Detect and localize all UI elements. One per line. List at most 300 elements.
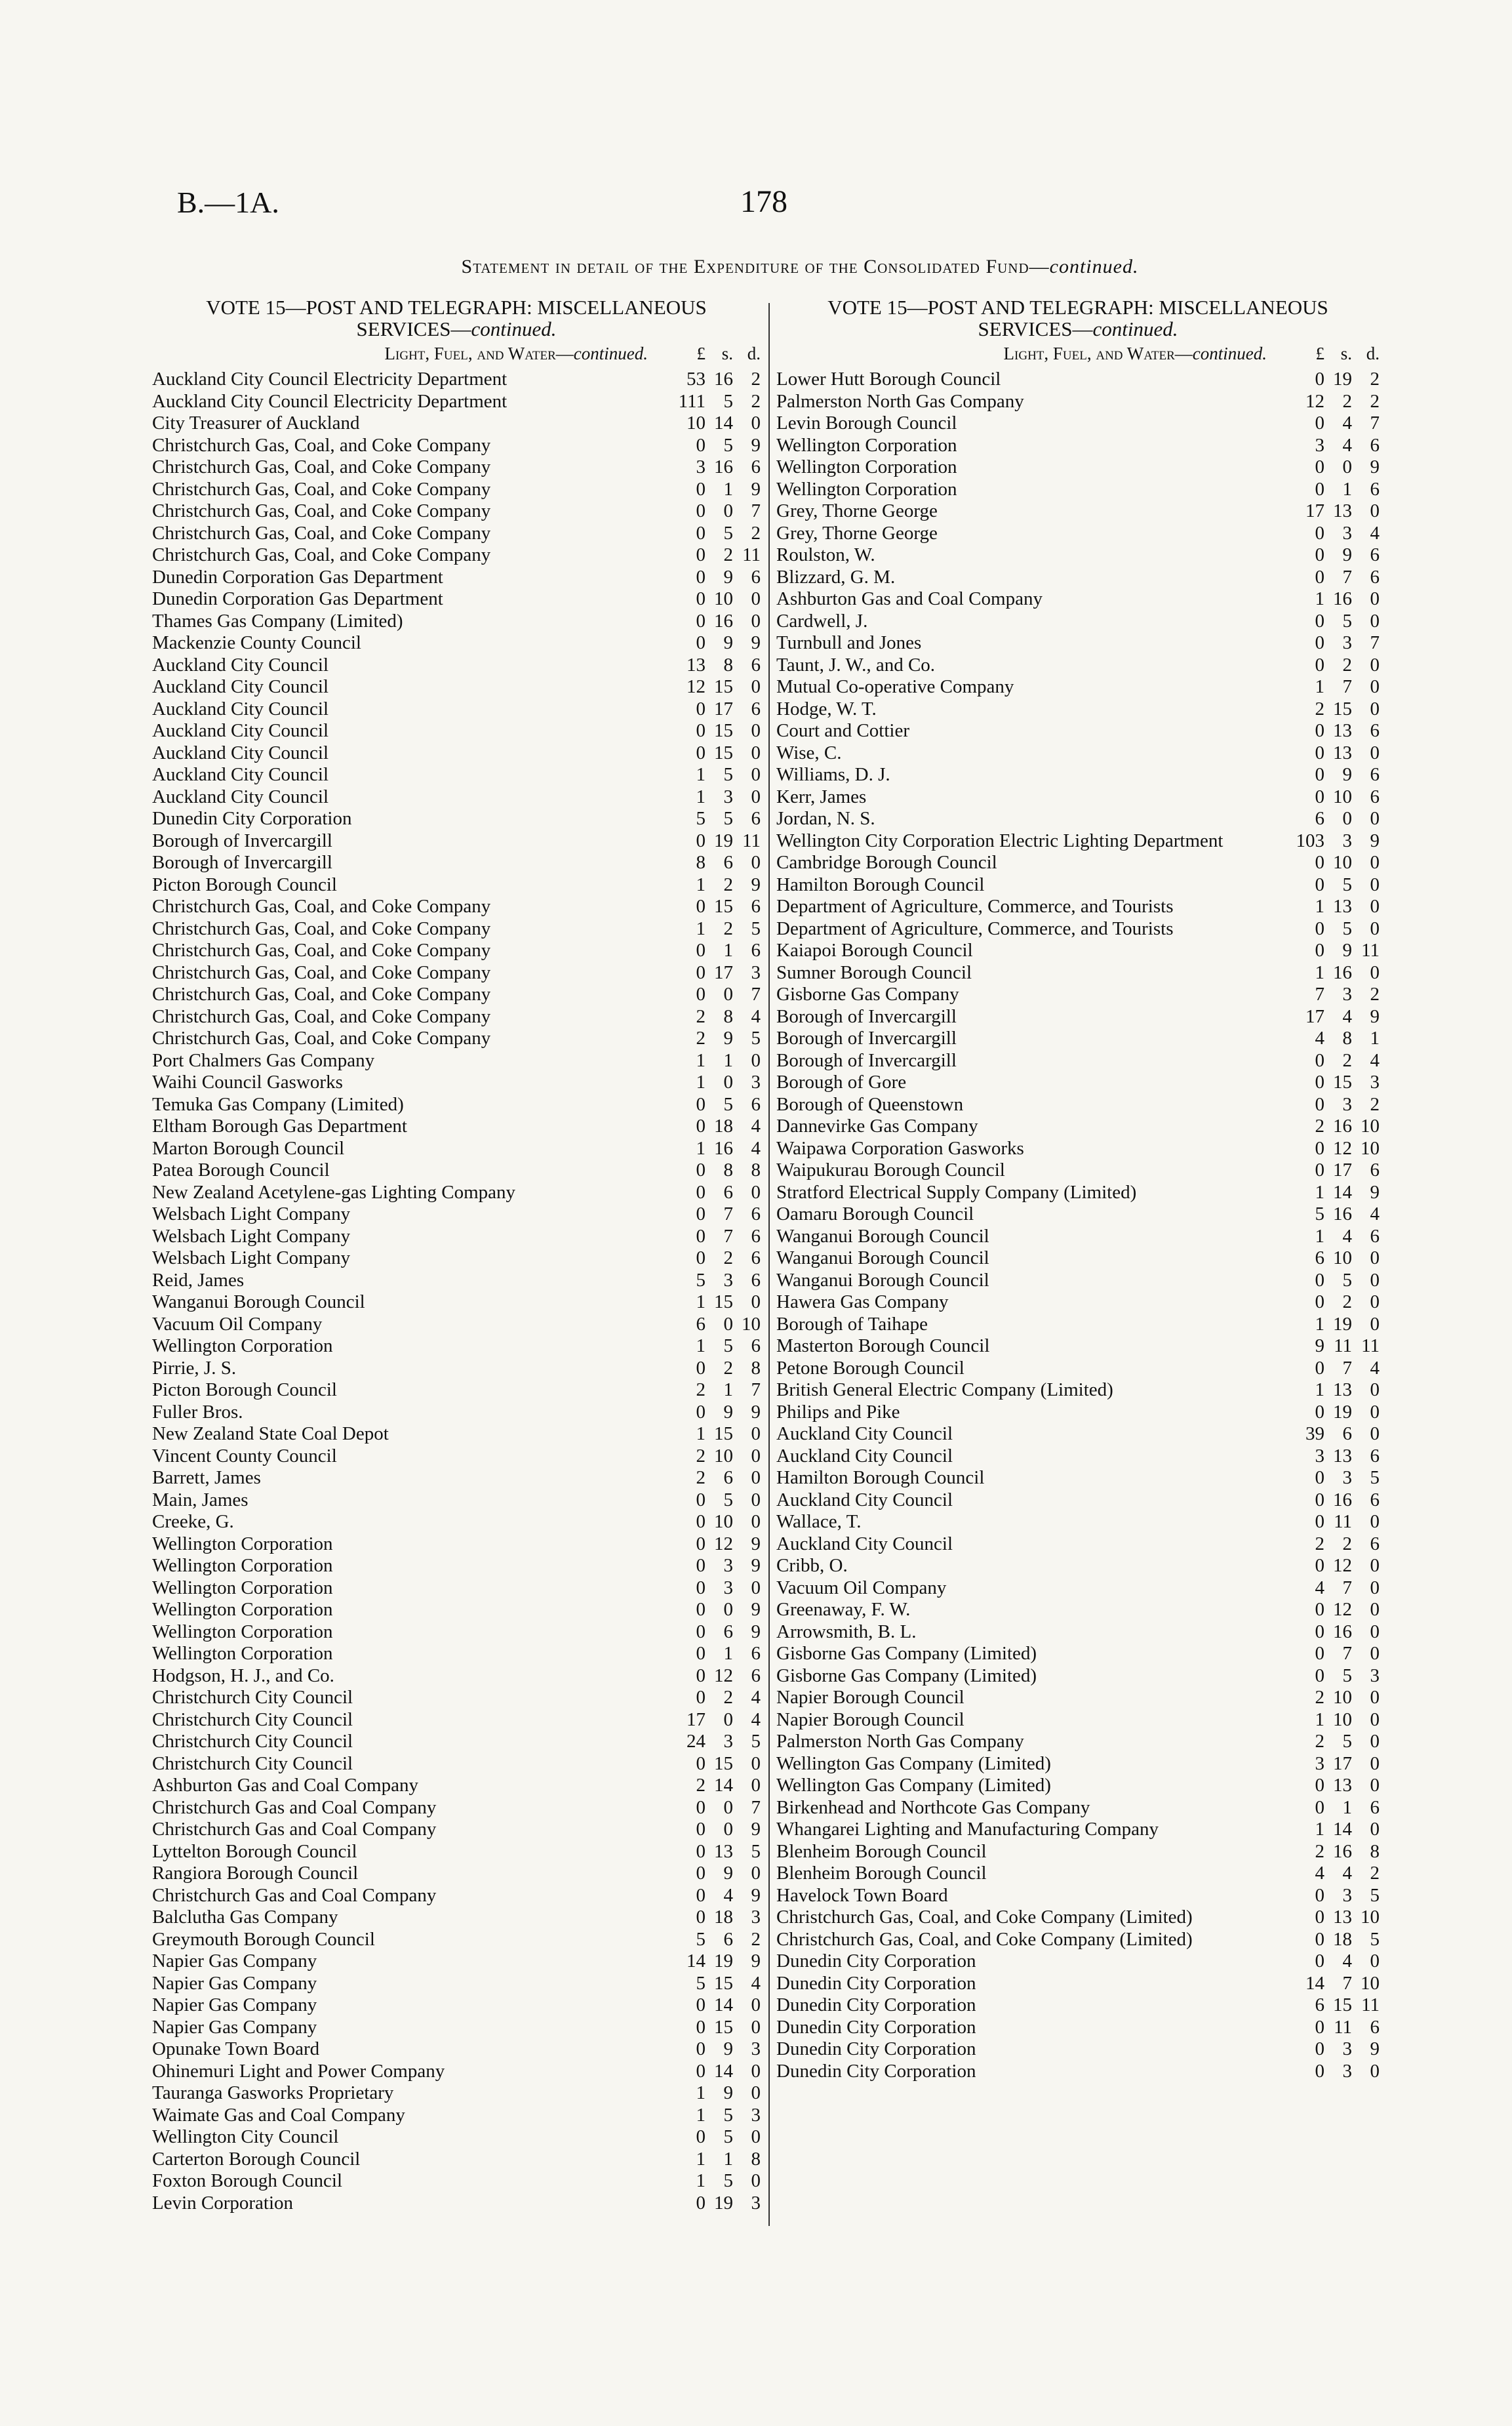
- amount: [665, 1006, 761, 1028]
- table-row: [152, 567, 761, 589]
- amount: [665, 698, 761, 721]
- left-column: [152, 296, 761, 2214]
- table-row: [776, 1116, 1380, 1138]
- amount: [1284, 1885, 1380, 1907]
- payee-name: Petone Borough Council: [776, 1357, 965, 1379]
- pence-value: 11: [1361, 1335, 1380, 1356]
- amount: [1284, 1489, 1380, 1512]
- pounds-value: 14: [686, 1951, 706, 1971]
- pounds-value: 1: [1315, 1819, 1324, 1840]
- payee-name: Birkenhead and Northcote Gas Company: [776, 1796, 1090, 1818]
- payee-name: Greenaway, F. W.: [776, 1599, 911, 1620]
- payee-name: Dunedin City Corporation: [776, 2038, 976, 2059]
- pounds-value: 1: [1315, 588, 1324, 609]
- payee-name: Christchurch Gas, Coal, and Coke Company: [152, 500, 491, 521]
- amount: [1284, 391, 1380, 413]
- payee-name: Greymouth Borough Council: [152, 1928, 375, 1950]
- table-row: [152, 1863, 761, 1885]
- amount: [665, 720, 761, 742]
- table-row: [152, 413, 761, 435]
- shillings-value: 9: [723, 2038, 733, 2059]
- payee-name: Waimate Gas and Coal Company: [152, 2104, 405, 2126]
- table-row: [152, 1994, 761, 2017]
- amount: [665, 655, 761, 677]
- table-row: [152, 1138, 761, 1160]
- payee-name: Gisborne Gas Company (Limited): [776, 1643, 1037, 1664]
- pence-value: 0: [1370, 1775, 1380, 1796]
- pence-value: 9: [751, 1951, 761, 1971]
- amount: [1284, 808, 1380, 830]
- pence-value: 0: [751, 1445, 761, 1466]
- payee-name: Main, James: [152, 1489, 249, 1510]
- pounds-value: 0: [696, 1203, 706, 1224]
- pence-value: 6: [1370, 1533, 1380, 1554]
- pounds-value: 0: [1315, 940, 1324, 961]
- payee-name: Wellington City Council: [152, 2126, 339, 2147]
- table-row: [776, 720, 1380, 742]
- amount: [1284, 1314, 1380, 1336]
- payee-name: Hodgson, H. J., and Co.: [152, 1665, 334, 1686]
- shillings-value: 13: [1333, 1379, 1352, 1400]
- payee-name: Lyttelton Borough Council: [152, 1840, 357, 1862]
- payee-name: Levin Corporation: [152, 2192, 294, 2214]
- shillings-value: 13: [1333, 500, 1352, 521]
- payee-name: Borough of Gore: [776, 1072, 907, 1093]
- pence-value: 0: [1370, 610, 1380, 632]
- payee-name: Christchurch City Council: [152, 1731, 353, 1752]
- amount: [665, 1621, 761, 1644]
- table-row: [152, 1709, 761, 1731]
- table-row: [776, 2061, 1380, 2083]
- pence-value: 6: [751, 896, 761, 917]
- pounds-value: 0: [696, 830, 706, 851]
- pounds-value: 0: [696, 984, 706, 1005]
- amount: [1284, 786, 1380, 809]
- table-row: [776, 1423, 1380, 1445]
- payee-name: Blizzard, G. M.: [776, 566, 896, 588]
- amount: [665, 1423, 761, 1445]
- amount: [665, 1072, 761, 1094]
- shillings-value: 0: [723, 500, 733, 521]
- amount: [665, 874, 761, 897]
- amount: [665, 1577, 761, 1600]
- shillings-value: 15: [1333, 698, 1352, 719]
- pounds-value: 1: [696, 1423, 706, 1444]
- table-row: [776, 1863, 1380, 1885]
- payee-name: Department of Agriculture, Commerce, and Tourists: [776, 918, 1174, 939]
- pence-value: 0: [751, 1489, 761, 1510]
- amount: [665, 1358, 761, 1380]
- pounds-value: 0: [1315, 522, 1324, 544]
- table-row: [776, 544, 1380, 567]
- shillings-value: 4: [1342, 434, 1352, 456]
- vote-subtitle: [152, 318, 761, 340]
- table-row: [776, 567, 1380, 589]
- table-row: [152, 962, 761, 984]
- payee-name: Wellington Corporation: [152, 1335, 333, 1356]
- shillings-value: 2: [1342, 1291, 1352, 1312]
- pence-value: 6: [751, 940, 761, 961]
- table-row: [152, 1643, 761, 1665]
- shillings-value: 7: [1342, 1643, 1352, 1664]
- amount: [1284, 1819, 1380, 1841]
- pence-value: 6: [1370, 2016, 1380, 2038]
- table-row: [776, 1445, 1380, 1468]
- shillings-value: 2: [723, 918, 733, 939]
- shillings-value: 7: [1342, 676, 1352, 697]
- payee-name: Hawera Gas Company: [776, 1291, 949, 1312]
- shillings-value: 10: [714, 588, 733, 609]
- table-row: [152, 1335, 761, 1358]
- pounds-value: 1: [1315, 961, 1324, 983]
- payee-name: Turnbull and Jones: [776, 632, 922, 653]
- table-row: [152, 918, 761, 940]
- pounds-value: 2: [696, 1379, 706, 1400]
- amount: [1284, 611, 1380, 633]
- payee-name: Court and Cottier: [776, 720, 909, 741]
- pounds-value: 0: [696, 1665, 706, 1686]
- table-row: [152, 2105, 761, 2127]
- table-row: [776, 435, 1380, 457]
- pounds-value: 0: [696, 1577, 706, 1598]
- pence-value: 6: [1370, 1489, 1380, 1510]
- table-row: [152, 1929, 761, 1951]
- shillings-value: 15: [714, 1423, 733, 1444]
- shillings-value: 0: [723, 1819, 733, 1840]
- table-row: [776, 852, 1380, 874]
- pence-value: 0: [1370, 918, 1380, 939]
- payee-name: Barrett, James: [152, 1467, 261, 1488]
- amount: [1284, 1402, 1380, 1424]
- pence-value: 8: [751, 2148, 761, 2170]
- pounds-value: 0: [696, 588, 706, 609]
- table-row: [776, 874, 1380, 897]
- payee-name: Fuller Bros.: [152, 1401, 243, 1423]
- table-row: [776, 1819, 1380, 1841]
- amount: [1284, 1797, 1380, 1819]
- amount: [1284, 1203, 1380, 1226]
- amount: [1284, 1951, 1380, 1973]
- pounds-value: 0: [696, 1599, 706, 1620]
- amount: [1284, 1599, 1380, 1621]
- pence-value: 9: [1370, 2038, 1380, 2059]
- pounds-value: 4: [1315, 1577, 1324, 1598]
- pence-value: 9: [751, 1884, 761, 1906]
- shillings-value: 19: [1333, 1313, 1352, 1335]
- shillings-value: 12: [1333, 1137, 1352, 1159]
- table-row: [776, 1929, 1380, 1951]
- pounds-value: 0: [696, 1863, 706, 1884]
- shillings-value: 16: [714, 369, 733, 390]
- pence-value: 2: [1370, 1863, 1380, 1884]
- pence-value: 5: [1370, 1928, 1380, 1950]
- shillings-value: 4: [1342, 1863, 1352, 1884]
- amount: [1284, 1379, 1380, 1402]
- shillings-value: 3: [723, 1555, 733, 1576]
- payee-name: Christchurch Gas, Coal, and Coke Company: [152, 478, 491, 500]
- pounds-value: 7: [1315, 984, 1324, 1005]
- pounds-value: 0: [1315, 544, 1324, 565]
- shillings-value: 5: [723, 1335, 733, 1356]
- table-row: [152, 1006, 761, 1028]
- pence-value: 0: [751, 852, 761, 873]
- payee-name: Palmerston North Gas Company: [776, 1731, 1024, 1752]
- table-row: [152, 1182, 761, 1204]
- payee-name: Napier Borough Council: [776, 1687, 965, 1708]
- payee-name: Gisborne Gas Company: [776, 984, 959, 1005]
- pence-value: 0: [1370, 676, 1380, 697]
- shillings-value: 9: [723, 566, 733, 588]
- table-row: [152, 720, 761, 742]
- pence-value: 0: [1370, 1687, 1380, 1708]
- amount: [1284, 369, 1380, 391]
- payee-name: Dunedin Corporation Gas Department: [152, 566, 443, 588]
- pounds-value: 1: [696, 874, 706, 895]
- shillings-value: 11: [1334, 1335, 1352, 1356]
- pence-value: 9: [751, 434, 761, 456]
- pence-value: 0: [1370, 1247, 1380, 1268]
- payee-name: Ohinemuri Light and Power Company: [152, 2060, 445, 2082]
- table-row: [152, 544, 761, 567]
- pence-value: 0: [751, 1423, 761, 1444]
- table-row: [152, 1270, 761, 1292]
- pence-value: 5: [751, 1028, 761, 1049]
- payee-name: Borough of Invercargill: [776, 1005, 957, 1027]
- shillings-value: 16: [714, 456, 733, 477]
- pence-value: 9: [751, 1621, 761, 1642]
- shillings-value: 17: [1333, 1752, 1352, 1774]
- pence-value: 0: [1370, 1313, 1380, 1335]
- payee-name: New Zealand State Coal Depot: [152, 1423, 389, 1444]
- amount: [1284, 1358, 1380, 1380]
- pence-value: 0: [1370, 1577, 1380, 1598]
- amount: [665, 676, 761, 698]
- table-row: [152, 588, 761, 611]
- shillings-value: 5: [1342, 874, 1352, 895]
- pounds-value: 0: [1315, 764, 1324, 785]
- amount: [665, 1247, 761, 1270]
- table-row: [776, 391, 1380, 413]
- table-row: [776, 1951, 1380, 1973]
- payee-name: Napier Gas Company: [152, 2016, 317, 2038]
- shillings-value: 0: [1342, 456, 1352, 477]
- payee-name: Wellington Corporation: [776, 456, 957, 477]
- table-row: [152, 1314, 761, 1336]
- pounds-value: 4: [1315, 1863, 1324, 1884]
- shillings-value: 4: [1342, 1005, 1352, 1027]
- payee-name: Christchurch Gas, Coal, and Coke Company: [152, 456, 491, 477]
- payee-name: Dunedin City Corporation: [776, 1994, 976, 2015]
- pence-value: 1: [1370, 1028, 1380, 1049]
- pence-value: 6: [1370, 1160, 1380, 1181]
- pence-value: 5: [1370, 1467, 1380, 1488]
- payee-name: Ashburton Gas and Coal Company: [152, 1775, 418, 1796]
- payee-name: Ashburton Gas and Coal Company: [776, 588, 1043, 609]
- pence-value: 0: [751, 1994, 761, 2015]
- payee-name: Whangarei Lighting and Manufacturing Company: [776, 1819, 1159, 1840]
- pence-value: 0: [1370, 961, 1380, 983]
- shillings-value: 10: [1333, 852, 1352, 873]
- shillings-value: 5: [723, 808, 733, 829]
- table-row: [152, 1731, 761, 1753]
- pence-value: 0: [1370, 1401, 1380, 1423]
- payee-name: Welsbach Light Company: [152, 1203, 351, 1224]
- amount: [665, 1489, 761, 1512]
- shillings-value: 13: [1333, 742, 1352, 763]
- amount: [1284, 479, 1380, 501]
- amount: [665, 2193, 761, 2215]
- pounds-header: £: [1315, 344, 1324, 363]
- payee-name: Christchurch Gas, Coal, and Coke Company (Limited): [776, 1928, 1193, 1950]
- shillings-value: 15: [714, 720, 733, 741]
- table-row: [776, 918, 1380, 940]
- pounds-value: 0: [696, 1093, 706, 1115]
- pounds-value: 0: [696, 1621, 706, 1642]
- table-row: [776, 1797, 1380, 1819]
- pence-value: 6: [1370, 1796, 1380, 1818]
- amount: [1284, 1247, 1380, 1270]
- pounds-value: 0: [696, 1247, 706, 1268]
- pounds-value: 2: [696, 1028, 706, 1049]
- payee-name: Rangiora Borough Council: [152, 1863, 359, 1884]
- shillings-value: 5: [723, 434, 733, 456]
- shillings-value: 17: [714, 698, 733, 719]
- table-row: [152, 940, 761, 962]
- table-row: [776, 1599, 1380, 1621]
- payee-name: Dunedin City Corporation: [776, 2060, 976, 2082]
- pence-value: 7: [751, 500, 761, 521]
- table-row: [776, 830, 1380, 853]
- payee-name: Mutual Co-operative Company: [776, 676, 1014, 697]
- pence-value: 6: [1370, 478, 1380, 500]
- table-row: [776, 984, 1380, 1006]
- table-row: [152, 1753, 761, 1775]
- shillings-value: 19: [714, 2192, 733, 2214]
- pounds-value: 3: [696, 456, 706, 477]
- pounds-value: 0: [1315, 1137, 1324, 1159]
- pounds-value: 0: [696, 1643, 706, 1664]
- pence-value: 4: [751, 1687, 761, 1708]
- payee-name: Picton Borough Council: [152, 874, 337, 895]
- pence-value: 0: [1370, 1752, 1380, 1774]
- pence-value: 2: [751, 390, 761, 412]
- pence-value: 0: [1370, 1269, 1380, 1291]
- shillings-value: 16: [1333, 1840, 1352, 1862]
- amount: [665, 2105, 761, 2127]
- amount: [1284, 523, 1380, 545]
- pounds-value: 1: [1315, 896, 1324, 917]
- shillings-value: 0: [723, 984, 733, 1005]
- pence-value: 2: [1370, 390, 1380, 412]
- payee-name: Roulston, W.: [776, 544, 875, 565]
- shillings-value: 7: [723, 1203, 733, 1224]
- amount: [665, 1270, 761, 1292]
- pence-value: 9: [751, 1533, 761, 1554]
- shillings-value: 15: [1333, 1072, 1352, 1093]
- shillings-value: 1: [723, 2148, 733, 2170]
- pounds-value: 0: [696, 720, 706, 741]
- shillings-value: 14: [714, 1775, 733, 1796]
- shillings-value: 13: [1333, 1445, 1352, 1466]
- section-title: Light, Fuel, and Water—: [384, 344, 574, 363]
- pence-value: 3: [751, 2038, 761, 2059]
- pence-value: 4: [1370, 522, 1380, 544]
- payee-name: Waipukurau Borough Council: [776, 1160, 1005, 1181]
- amount: [665, 1379, 761, 1402]
- pounds-value: 0: [1315, 1291, 1324, 1312]
- shillings-value: 11: [1334, 1511, 1352, 1532]
- table-row: [152, 1379, 761, 1402]
- pence-value: 6: [751, 1203, 761, 1224]
- pounds-value: 5: [1315, 1203, 1324, 1224]
- pence-value: 0: [1370, 500, 1380, 521]
- table-row: [152, 632, 761, 655]
- payee-name: Auckland City Council Electricity Department: [152, 390, 507, 412]
- pence-value: 0: [1370, 1643, 1380, 1664]
- shillings-value: 18: [1333, 1928, 1352, 1950]
- amount: [1284, 655, 1380, 677]
- table-row: [776, 1907, 1380, 1929]
- table-row: [152, 698, 761, 721]
- shillings-value: 10: [1333, 1247, 1352, 1268]
- amount: [665, 1160, 761, 1182]
- table-row: [152, 1028, 761, 1050]
- pence-value: 0: [1370, 1819, 1380, 1840]
- payee-name: Borough of Invercargill: [152, 852, 332, 873]
- shillings-value: 19: [1333, 369, 1352, 390]
- table-row: [152, 984, 761, 1006]
- pence-value: 10: [1361, 1137, 1380, 1159]
- pounds-value: 0: [1315, 1467, 1324, 1488]
- payee-name: Auckland City Council: [776, 1533, 953, 1554]
- amount: [1284, 435, 1380, 457]
- table-row: [152, 874, 761, 897]
- amount: [665, 1797, 761, 1819]
- shillings-value: 15: [714, 742, 733, 763]
- payee-name: Creeke, G.: [152, 1511, 234, 1532]
- shillings-value: 4: [1342, 1225, 1352, 1247]
- pence-value: 6: [1370, 786, 1380, 807]
- shillings-value: 2: [1342, 390, 1352, 412]
- shillings-value: 12: [714, 1665, 733, 1686]
- table-row: [776, 1006, 1380, 1028]
- table-row: [776, 1731, 1380, 1753]
- shillings-value: 10: [1333, 1687, 1352, 1708]
- pence-value: 3: [1370, 1665, 1380, 1686]
- vote-subtitle-text: SERVICES—: [978, 317, 1093, 340]
- table-row: [152, 896, 761, 918]
- payee-name: Auckland City Council: [152, 764, 329, 785]
- pounds-value: 0: [1315, 566, 1324, 588]
- table-row: [152, 1467, 761, 1489]
- shillings-value: 7: [1342, 1357, 1352, 1379]
- amount: [665, 1050, 761, 1072]
- pounds-value: 0: [696, 1840, 706, 1862]
- table-row: [152, 1489, 761, 1512]
- pounds-value: 0: [1315, 1489, 1324, 1510]
- pence-value: 11: [742, 544, 761, 565]
- payee-name: Borough of Invercargill: [776, 1028, 957, 1049]
- payee-name: Department of Agriculture, Commerce, and Tourists: [776, 896, 1174, 917]
- pence-value: 2: [751, 369, 761, 390]
- pence-value: 6: [751, 1225, 761, 1247]
- pounds-value: 13: [686, 654, 706, 676]
- amount: [1284, 1665, 1380, 1688]
- payee-name: Balclutha Gas Company: [152, 1907, 338, 1928]
- pounds-value: 0: [1315, 2016, 1324, 2038]
- payee-name: Auckland City Council: [152, 720, 329, 741]
- vote-heading: [776, 296, 1380, 340]
